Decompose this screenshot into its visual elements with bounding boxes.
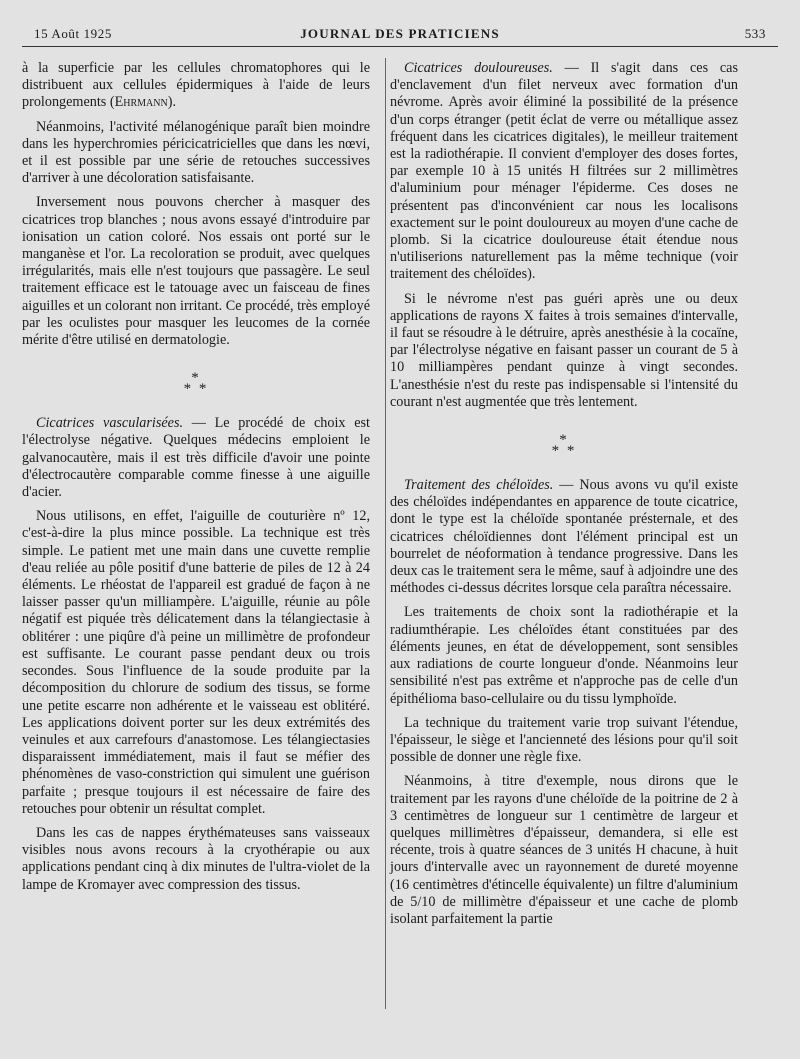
- paragraph: Cicatrices vascularisées. — Le procédé de choix est l'électrolyse négative. Quelques médecins emploient le galvanocautère, mais il est très difficile d'avoir une pointe d'électrocautère comparable comme finesse à une aiguille d'acier.: [22, 415, 370, 501]
- paragraph: Si le névrome n'est pas guéri après une ou deux applications de rayons X faites à trois semaines d'intervalle, il faut se résoudre à le détruire, après anesthésie à la cocaïne, par l'électrolyse négative en faisant passer un courant de 5 à 10 milliampères pendant quinze à vingt secondes. L'anesthésie n'est du reste pas indispensable si l'intensité du courant n'est augmentée que très lentement.: [390, 290, 738, 410]
- paragraph: Inversement nous pouvons chercher à masquer des cicatrices trop blanches ; nous avons essayé d'introduire par ionisation un cation coloré. Nos essais ont porté sur le manganèse et l'or. La recoloration se produit, avec quelques irrégularités, mais elle n'est toujours que passagère. Le seul traitement efficace est le tatouage avec un faisceau de fines aiguilles et un colorant non irritant. Ce procédé, très employé par les oculistes pour masquer les leucomes de la cornée mérite d'être utilisé en dermatologie.: [22, 194, 370, 349]
- paragraph: Cicatrices douloureuses. — Il s'agit dans ces cas d'enclavement d'un filet nerveux avec formation d'un névrome. Après avoir éliminé la possibilité de la présence d'un corps étranger (petit éclat de verre ou métallique assez fréquent dans les cicatrices digitales), le meilleur traitement est la radiothérapie. Il convient d'employer des doses fortes, par exemple 10 à 15 unités H filtrées sur 2 millimètres d'aluminium pour ménager l'épiderme. Ces doses ne présentent pas d'inconvénient car nous les localisons exactement sur le point douloureux au moyen d'une cache de plomb. Si la cicatrice douloureuse était étendue nous n'utiliserions naturellement pas la même technique (voir traitement des chéloïdes).: [390, 60, 738, 283]
- header-rule: [22, 46, 778, 47]
- author-name: Ehrmann: [114, 94, 168, 111]
- column-rule: [385, 58, 386, 1009]
- issue-date: 15 Août 1925: [34, 26, 112, 41]
- page-number: 533: [744, 26, 766, 41]
- journal-title: JOURNAL DES PRATICIENS: [300, 26, 500, 41]
- paragraph: Les traitements de choix sont la radiothérapie et la radiumthérapie. Les chéloïdes étant constituées par des éléments jeunes, en état de développement, sont sensibles aux radiations de courte longueur d'onde. Néanmoins leur sensibilité n'est pas extrême et n'approche pas de celle d'un épithélioma baso-cellulaire ou du tissu lymphoïde.: [390, 604, 738, 707]
- paragraph: Traitement des chéloïdes. — Nous avons vu qu'il existe des chéloïdes indépendantes en apparence de toute cicatrice, dont le type est la chéloïde spontanée présternale, et des cicatrices chéloïdiennes dont l'élément principal est un bourrelet de néoformation à tendance progressive. Dans les deux cas le traitement sera le même, sauf à adjoindre une des méthodes ci-dessus décrites lorsque cela paraîtra nécessaire.: [390, 477, 738, 597]
- right-column: [390, 60, 738, 935]
- paragraph: à la superficie par les cellules chromatophores qui le distribuent aux cellules épidermiques à l'aide de leurs prolongements (Ehrmann).: [22, 60, 370, 111]
- running-head: [34, 26, 766, 46]
- section-heading: Cicatrices douloureuses.: [404, 60, 553, 76]
- paragraph: Néanmoins, à titre d'exemple, nous dirons que le traitement par les rayons d'une chéloïde de la poitrine de 2 à 3 centimètres de longueur sur 1 centimètre de largeur et quelques millimètres d'épaisseur, demandera, si elle est récente, trois à quatre séances de 3 unités H chacune, à huit jours d'intervalle avec un rayonnement de dureté moyenne (16 centimètres d'étincelle équivalente) un filtre d'aluminium de 5/10 de millimètre d'épaisseur et une cache de plomb isolant parfaitement la partie: [390, 773, 738, 927]
- paragraph: Dans les cas de nappes érythémateuses sans vaisseaux visibles nous avons recours à la cryothérapie ou aux applications pendant cinq à dix minutes de l'ultra-violet de la lampe de Kromayer avec compression des tissus.: [22, 824, 370, 893]
- paragraph: La technique du traitement varie trop suivant l'étendue, l'épaisseur, le siège et l'ancienneté des lésions pour qu'il soit possible de donner une règle fixe.: [390, 714, 738, 766]
- paragraph: Néanmoins, l'activité mélanogénique paraît bien moindre dans les hyperchromies péricicatricielles que dans les nœvi, et il est possible par une série de retouches successives d'arriver à une décoloration satisfaisante.: [22, 118, 370, 187]
- section-heading: Cicatrices vascularisées.: [36, 415, 184, 432]
- left-column: [22, 60, 370, 901]
- section-separator: * * *: [183, 370, 209, 398]
- section-separator: * * *: [551, 432, 577, 460]
- section-heading: Traitement des chéloïdes.: [404, 477, 554, 494]
- paragraph: Nous utilisons, en effet, l'aiguille de couturière nº 12, c'est-à-dire la plus mince possible. La technique est très simple. Le patient met une main dans une cuvette remplie d'eau reliée au pôle positif d'une batterie de piles de 12 à 24 éléments. Le rhéostat de l'appareil est gradué de façon à ne laisser passer qu'un milliampère. L'aiguille, réunie au pôle négatif est piquée très délicatement dans la télangiectasie à oblitérer : une piqûre d'à peine un millimètre de profondeur est suffisante. Le courant passe pendant deux ou trois secondes. Sous l'influence de la soude produite par la décomposition du chlorure de sodium des tissus, se forme une petite escarre non adhérente et le vaisseau est oblitéré. Les applications doivent porter sur les deux extrémités des veinules et aux carrefours d'anastomose. Les télangiectasies disparaissent immédiatement, mais il faut se méfier des phénomènes de vaso-constriction qui simulent une guérison parfaite ; presque toujours il est nécessaire de faire des retouches pour obtenir un résultat complet.: [22, 508, 370, 817]
